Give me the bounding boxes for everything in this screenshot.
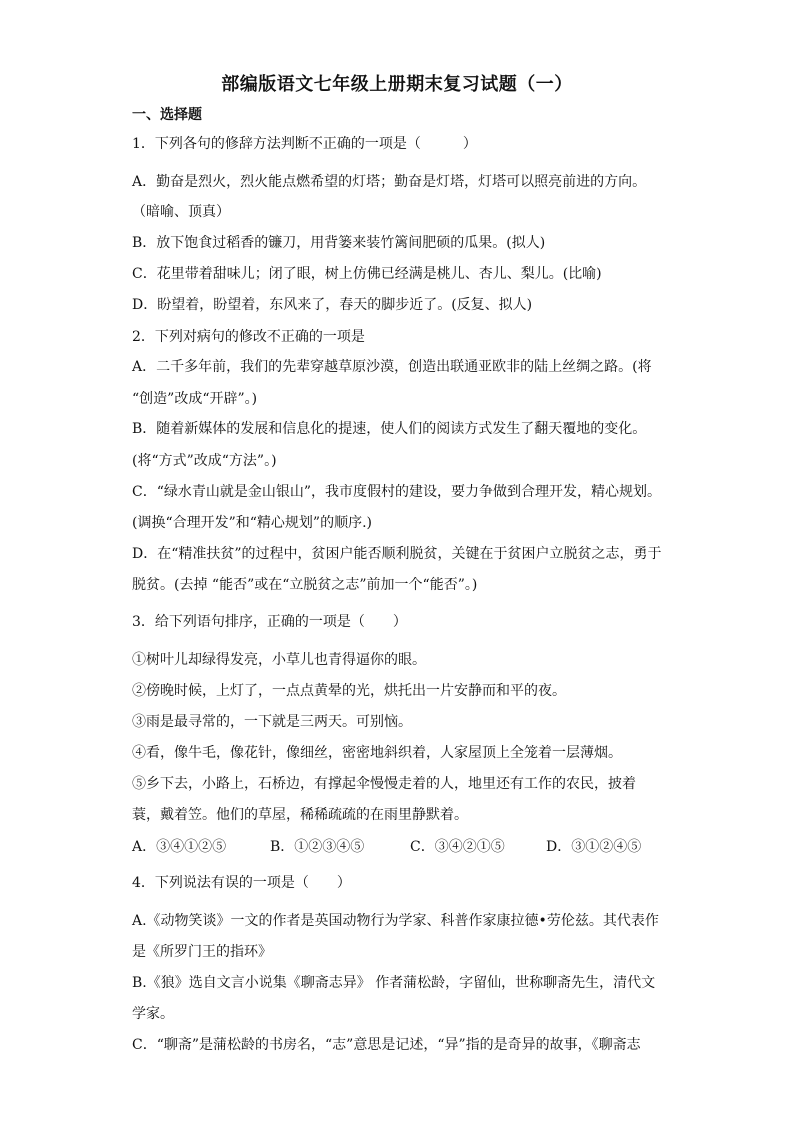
q2-option-d-line1: D．在“精准扶贫”的过程中，贫困户能否顺利脱贫，关键在于贫困户立脱贫之志，勇于 bbox=[132, 546, 662, 562]
q4-stem: 4．下列说法有误的一项是（ ） bbox=[132, 875, 351, 891]
q4-option-c-line1: C．“聊斋”是蒲松龄的书房名，“志”意思是记述，“异”指的是奇异的故事，《聊斋志 bbox=[132, 1037, 641, 1053]
q3-option-a: A．③④①②⑤ bbox=[132, 839, 227, 855]
q2-option-a-line1: A．二千多年前，我们的先辈穿越草原沙漠，创造出联通亚欧非的陆上丝绸之路。(将 bbox=[132, 359, 652, 375]
q4-option-b-line1: B.《狼》选自文言小说集《聊斋志异》 作者蒲松龄，字留仙，世称聊斋先生，清代文 bbox=[132, 975, 656, 991]
q1-stem: 1．下列各句的修辞方法判断不正确的一项是（ ） bbox=[132, 136, 477, 152]
q3-option-d: D．③①②④⑤ bbox=[546, 839, 642, 855]
q2-option-c-line1: C．“绿水青山就是金山银山”，我市度假村的建设，要力争做到合理开发，精心规划。 bbox=[132, 484, 662, 500]
q3-sentence-1: ①树叶儿却绿得发亮，小草儿也青得逼你的眼。 bbox=[132, 652, 426, 668]
q1-option-a-line1: A．勤奋是烈火，烈火能点燃希望的灯塔；勤奋是灯塔，灯塔可以照亮前进的方向。 bbox=[132, 174, 647, 190]
q4-option-a-line1: A.《动物笑谈》一文的作者是英国动物行为学家、科普作家康拉德•劳伦兹。其代表作 bbox=[132, 913, 659, 929]
q1-option-b: B．放下饱食过稻香的镰刀，用背篓来装竹篱间肥硕的瓜果。(拟人) bbox=[132, 235, 546, 251]
q2-option-d-line2: 脱贫。(去掉 “能否”或在“立脱贫之志”前加一个“能否”。) bbox=[132, 577, 478, 593]
q2-option-b-line1: B．随着新媒体的发展和信息化的提速，使人们的阅读方式发生了翻天覆地的变化。 bbox=[132, 421, 647, 437]
q2-stem: 2．下列对病句的修改不正确的一项是 bbox=[132, 329, 365, 345]
q3-sentence-3: ③雨是最寻常的，一下就是三两天。可别恼。 bbox=[132, 714, 412, 730]
q3-option-b: B．①②③④⑤ bbox=[270, 839, 365, 855]
q1-option-a-line2: （暗喻、顶真） bbox=[132, 204, 230, 220]
q2-option-a-line2: “创造”改成“开辟”。) bbox=[132, 391, 258, 407]
q3-sentence-5-line2: 蓑，戴着笠。他们的草屋，稀稀疏疏的在雨里静默着。 bbox=[132, 807, 468, 823]
q4-option-a-line2: 是《所罗门王的指环》 bbox=[132, 944, 272, 960]
q1-option-c: C．花里带着甜味儿；闭了眼，树上仿佛已经满是桃儿、杏儿、梨儿。(比喻) bbox=[132, 266, 602, 282]
q3-options bbox=[132, 836, 672, 854]
q4-option-b-line2: 学家。 bbox=[132, 1006, 174, 1022]
q3-sentence-5-line1: ⑤乡下去，小路上，石桥边，有撑起伞慢慢走着的人，地里还有工作的农民，披着 bbox=[132, 776, 636, 792]
q3-sentence-2: ②傍晚时候，上灯了，一点点黄晕的光，烘托出一片安静而和平的夜。 bbox=[132, 683, 566, 699]
q3-sentence-4: ④看，像牛毛，像花针，像细丝，密密地斜织着，人家屋顶上全笼着一层薄烟。 bbox=[132, 745, 622, 761]
q3-option-c: C．③④②①⑤ bbox=[410, 839, 505, 855]
section-heading: 一、选择题 bbox=[132, 107, 202, 123]
q2-option-c-line2: (调换“合理开发”和“精心规划”的顺序.) bbox=[132, 515, 373, 531]
q2-option-b-line2: (将“方式”改成“方法”。) bbox=[132, 453, 277, 469]
page-title: 部编版语文七年级上册期末复习试题（一） bbox=[221, 74, 573, 95]
q3-stem: 3．给下列语句排序，正确的一项是（ ） bbox=[132, 614, 407, 630]
q1-option-d: D．盼望着，盼望着，东风来了，春天的脚步近了。(反复、拟人) bbox=[132, 297, 533, 313]
